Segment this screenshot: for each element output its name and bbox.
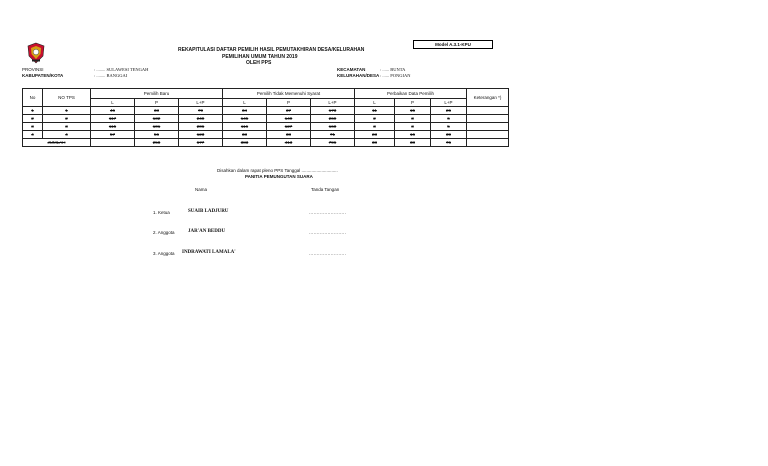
header-note: Keterangan *) (467, 89, 509, 107)
village-value: : ...... PONGIAN (380, 73, 411, 78)
committee-title: PANITIA PEMUNGUTAN SUARA (245, 174, 313, 179)
regency-label: KABUPATEN/KOTA (22, 73, 64, 78)
district-value: : ...... BUNTA (380, 67, 406, 72)
sub-p: P (267, 99, 311, 107)
table-row: 1 1 46 33 79 34 37 173 11 15 26 (23, 107, 509, 115)
table-row: 3 3 115 101 206 116 127 160 3 3 5 (23, 123, 509, 131)
table-row: 2 2 117 132 249 145 149 269 2 3 6 (23, 115, 509, 123)
signature-line: ........................ (309, 210, 347, 215)
form-code-box: Model A.3.1-KPU (413, 40, 493, 49)
table-subheader-row (23, 99, 509, 107)
sub-l: L (223, 99, 267, 107)
member-role: 2. Anggota (153, 230, 175, 235)
title-line1: REKAPITULASI DAFTAR PEMILIH HASIL PEMUTAKHIRAN DESA/KELURAHAN (178, 47, 365, 53)
sub-p: P (395, 99, 431, 107)
plenary-approval-text: Disahkan dalam rapat pleno PPS Tanggal ............................. (217, 168, 338, 173)
signature-column-header: Tanda Tangan (311, 187, 340, 192)
sub-lp: L+P (179, 99, 223, 107)
sub-l: L (355, 99, 395, 107)
province-label: PROVINSI (22, 67, 44, 72)
kpu-logo-icon (26, 42, 46, 64)
signature-line: ........................ (309, 251, 347, 256)
sub-lp: L+P (311, 99, 355, 107)
title-line3: OLEH PPS (246, 60, 272, 66)
header-new-voters: Pemilih Baru (91, 89, 223, 99)
header-ineligible-voters: Pemilih Tidak Memenuhi Syarat (223, 89, 355, 99)
table-row: 4 4 57 56 123 33 38 71 23 16 39 (23, 131, 509, 139)
district-label: KECAMATAN (337, 67, 366, 72)
village-label: KELURAHAN/DESA (337, 73, 380, 78)
sub-l: L (91, 99, 135, 107)
province-value: : ........ SULAWESI TENGAH (94, 67, 149, 72)
member-name: JAR'AN BEDDU (188, 229, 226, 234)
sub-lp: L+P (431, 99, 467, 107)
member-name: INDRAWATI LAMALA' (182, 250, 236, 255)
table-total-row: JUMLAH 258 677 383 413 796 38 38 76 (23, 139, 509, 147)
total-label: JUMLAH (47, 140, 66, 145)
member-role: 3. Anggota (153, 251, 175, 256)
voter-recap-table (22, 88, 509, 147)
header-tps: NO TPS (43, 89, 91, 107)
name-column-header: Nama (195, 187, 208, 192)
header-no: No (23, 89, 43, 107)
title-line2: PEMILIHAN UMUM TAHUN 2019 (222, 54, 298, 60)
member-name: SUAIB LADJURU (188, 209, 229, 214)
header-data-correction: Perbaikan Data Pemilih (355, 89, 467, 99)
table-header-row (23, 89, 509, 99)
sub-p: P (135, 99, 179, 107)
signature-line: ........................ (309, 230, 347, 235)
regency-value: : ........ BANGGAI (94, 73, 128, 78)
member-role: 1. Ketua (153, 210, 170, 215)
